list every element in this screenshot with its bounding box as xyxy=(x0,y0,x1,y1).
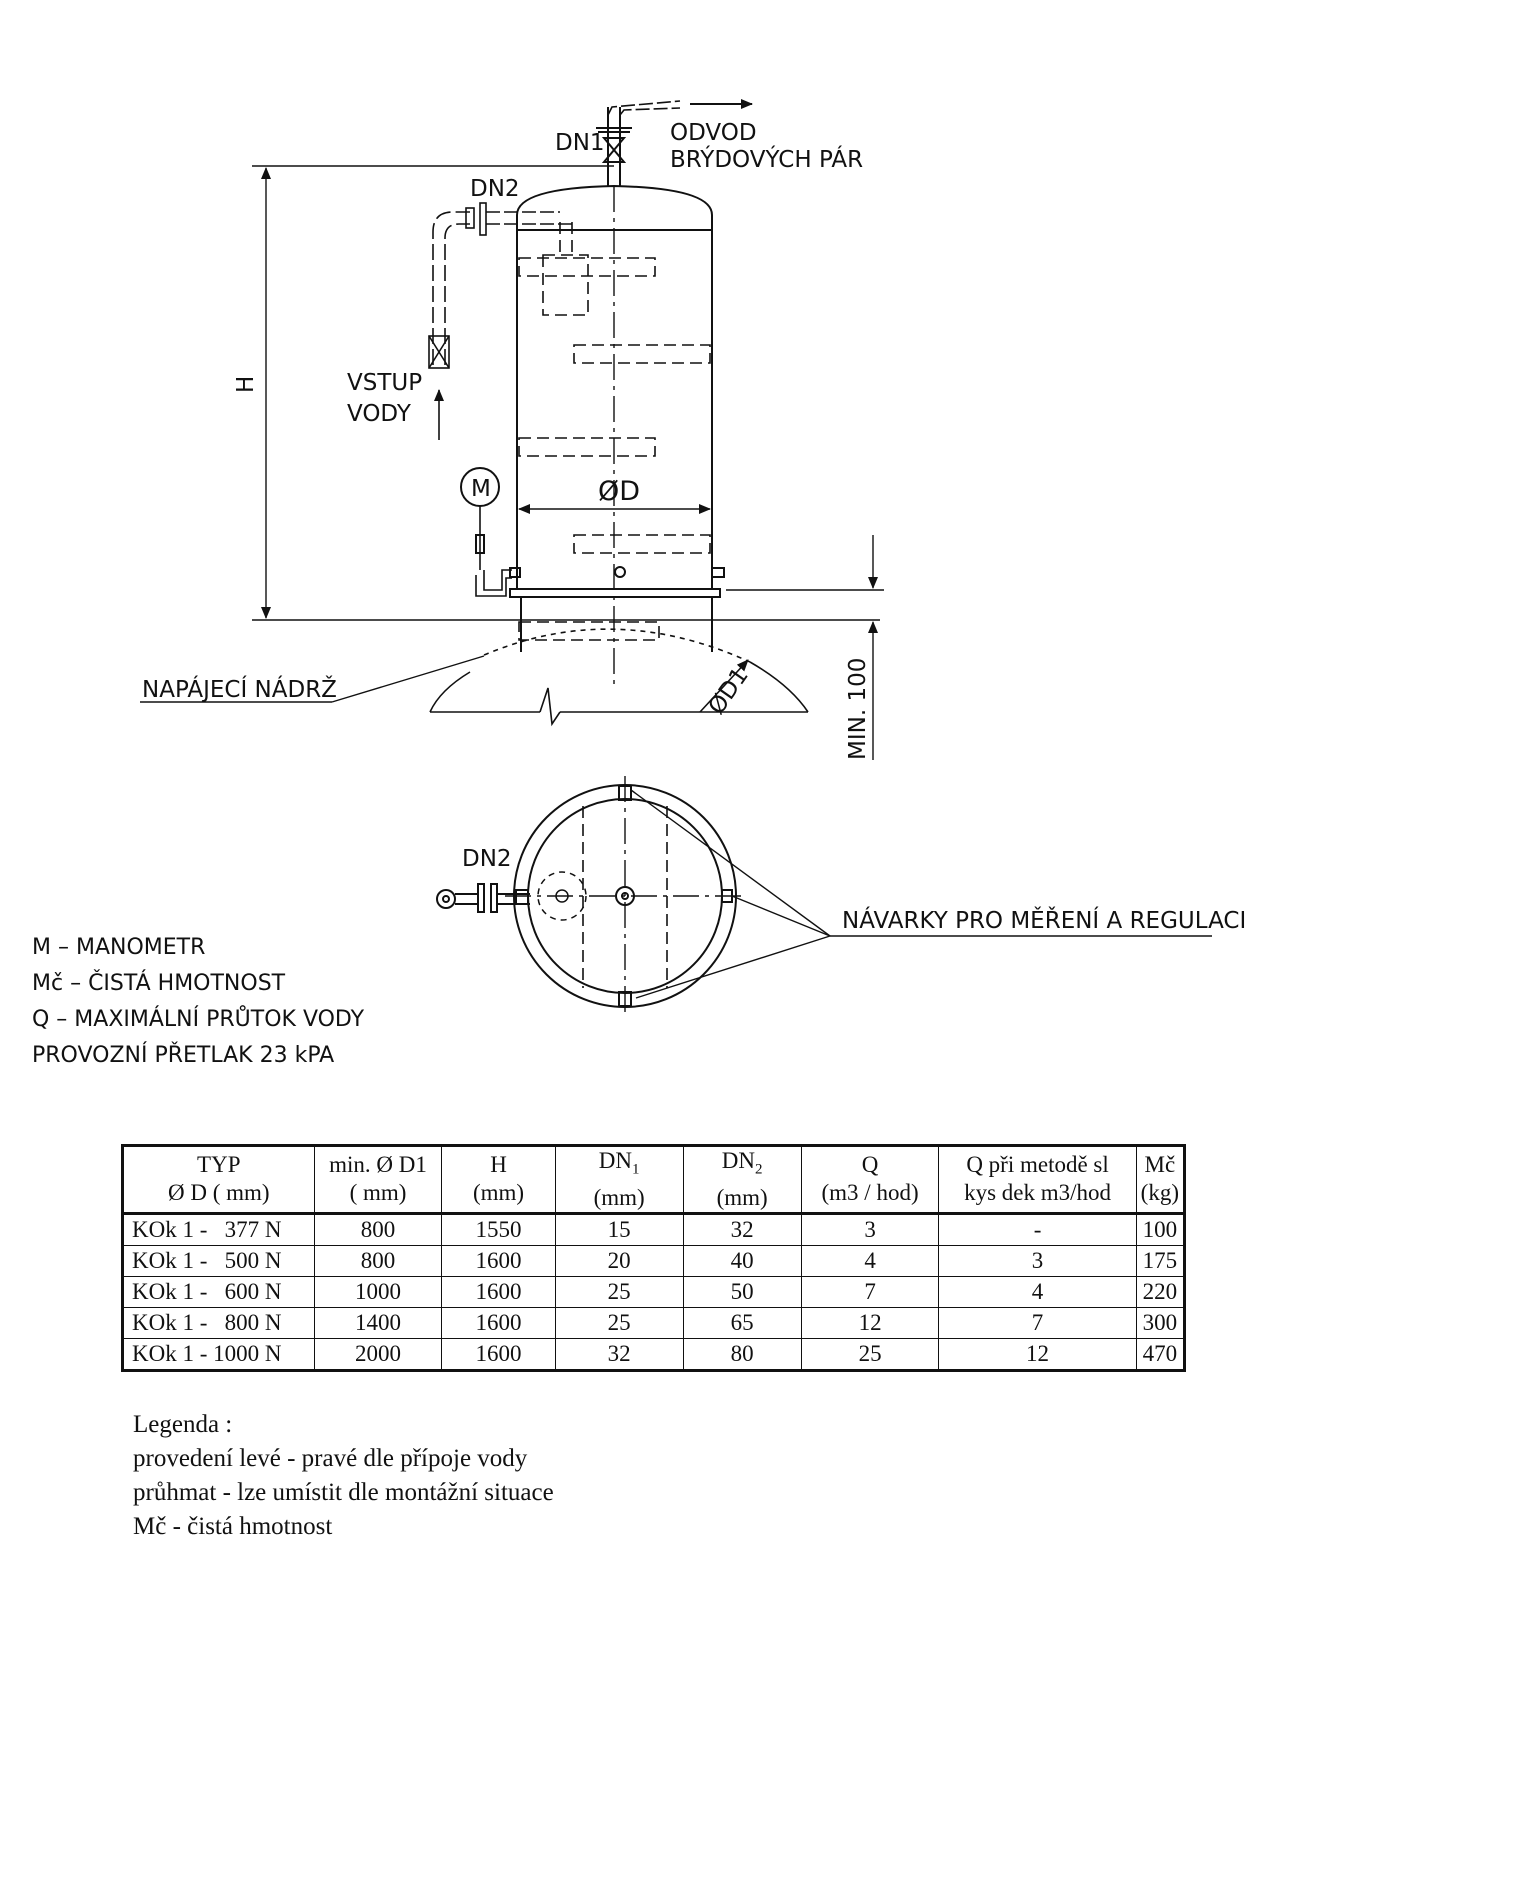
water-inlet-pipe xyxy=(429,203,572,440)
table-cell: 1400 xyxy=(314,1307,442,1338)
table-row xyxy=(123,1213,1185,1245)
table-cell: 15 xyxy=(555,1213,683,1245)
table-cell: 1600 xyxy=(442,1307,555,1338)
dimension-d1-label: ØD1 xyxy=(703,663,754,720)
plan-label-dn2: DN2 xyxy=(462,846,512,872)
table-cell: 175 xyxy=(1136,1245,1184,1276)
legend-note: průhmat - lze umístit dle montážní situace xyxy=(133,1479,554,1506)
header-q-method: Q při metodě sl kys dek m3/hod xyxy=(939,1146,1136,1214)
table-cell: 2000 xyxy=(314,1338,442,1370)
table-cell: 1600 xyxy=(442,1338,555,1370)
table-cell: 800 xyxy=(314,1213,442,1245)
table-cell: 32 xyxy=(555,1338,683,1370)
legend-line: Q – MAXIMÁLNÍ PRŮTOK VODY xyxy=(32,1007,365,1032)
legend-note: provedení levé - pravé dle přípoje vody xyxy=(133,1445,528,1472)
label-feed-tank: NAPÁJECÍ NÁDRŽ xyxy=(142,677,337,703)
technical-drawing xyxy=(0,0,1253,934)
table-cell: - xyxy=(939,1213,1136,1245)
table-cell: 100 xyxy=(1136,1213,1184,1245)
table-cell: 40 xyxy=(683,1245,801,1276)
table-cell: KOk 1 - 800 N xyxy=(123,1307,315,1338)
table-row xyxy=(123,1276,1185,1307)
welds-leader xyxy=(631,790,1212,998)
header-h: H (mm) xyxy=(442,1146,555,1214)
header-dn1: $DN_1$ (mm) xyxy=(555,1146,683,1214)
manometer-symbol: M xyxy=(471,476,491,502)
label-dn2: DN2 xyxy=(470,176,520,202)
table-cell: KOk 1 - 500 N xyxy=(123,1245,315,1276)
header-d1: min. Ø D1 ( mm) xyxy=(314,1146,442,1214)
table-cell: 20 xyxy=(555,1245,683,1276)
label-welds: NÁVARKY PRO MĚŘENÍ A REGULACI xyxy=(842,908,1247,934)
table-cell: 3 xyxy=(801,1213,939,1245)
table-cell: 12 xyxy=(801,1307,939,1338)
specification-table xyxy=(121,1144,1186,1372)
table-cell: 1600 xyxy=(442,1245,555,1276)
table-cell: 25 xyxy=(555,1307,683,1338)
header-dn2: $DN_2$ (mm) xyxy=(683,1146,801,1214)
table-cell: KOk 1 - 377 N xyxy=(123,1213,315,1245)
legend-note: Mč - čistá hmotnost xyxy=(133,1513,333,1540)
table-cell: 1600 xyxy=(442,1276,555,1307)
table-cell: 25 xyxy=(555,1276,683,1307)
table-cell: KOk 1 - 1000 N xyxy=(123,1338,315,1370)
table-cell: 300 xyxy=(1136,1307,1184,1338)
dimension-min-label: MIN. 100 xyxy=(845,657,871,760)
table-row xyxy=(123,1245,1185,1276)
plan-dn2-nozzle xyxy=(437,884,530,912)
vessel-plan xyxy=(505,776,742,1016)
legend-title: Legenda : xyxy=(133,1411,233,1438)
legend-notes xyxy=(133,1408,554,1544)
table-cell: 1550 xyxy=(442,1213,555,1245)
table-row xyxy=(123,1338,1185,1370)
table-cell: 4 xyxy=(801,1245,939,1276)
table-cell: 1000 xyxy=(314,1276,442,1307)
legend-line: Mč – ČISTÁ HMOTNOST xyxy=(32,971,286,996)
table-cell: 32 xyxy=(683,1213,801,1245)
dimension-h-label: H xyxy=(233,375,259,393)
abbreviation-legend xyxy=(32,930,364,1074)
table-cell: 7 xyxy=(939,1307,1136,1338)
label-inlet-1: VSTUP xyxy=(347,370,423,396)
table-cell: 7 xyxy=(801,1276,939,1307)
table-cell: 220 xyxy=(1136,1276,1184,1307)
table-cell: 3 xyxy=(939,1245,1136,1276)
table-cell: KOk 1 - 600 N xyxy=(123,1276,315,1307)
header-mc: Mč (kg) xyxy=(1136,1146,1184,1214)
label-outlet-1: ODVOD xyxy=(670,120,757,146)
table-cell: 50 xyxy=(683,1276,801,1307)
table-header-row xyxy=(123,1146,1185,1214)
table-cell: 470 xyxy=(1136,1338,1184,1370)
legend-line: M – MANOMETR xyxy=(32,935,206,960)
label-dn1: DN1 xyxy=(555,130,605,156)
legend-line: PROVOZNÍ PŘETLAK 23 kPA xyxy=(32,1043,335,1068)
table-cell: 80 xyxy=(683,1338,801,1370)
table-cell: 65 xyxy=(683,1307,801,1338)
vessel-elevation xyxy=(510,186,724,690)
label-outlet-2: BRÝDOVÝCH PÁR xyxy=(670,147,864,173)
dimension-d-label: ØD xyxy=(598,476,641,507)
header-q: Q (m3 / hod) xyxy=(801,1146,939,1214)
table-cell: 800 xyxy=(314,1245,442,1276)
table-cell: 4 xyxy=(939,1276,1136,1307)
table-cell: 12 xyxy=(939,1338,1136,1370)
label-inlet-2: VODY xyxy=(347,401,411,427)
table-cell: 25 xyxy=(801,1338,939,1370)
table-row xyxy=(123,1307,1185,1338)
header-typ: TYP Ø D ( mm) xyxy=(123,1146,315,1214)
